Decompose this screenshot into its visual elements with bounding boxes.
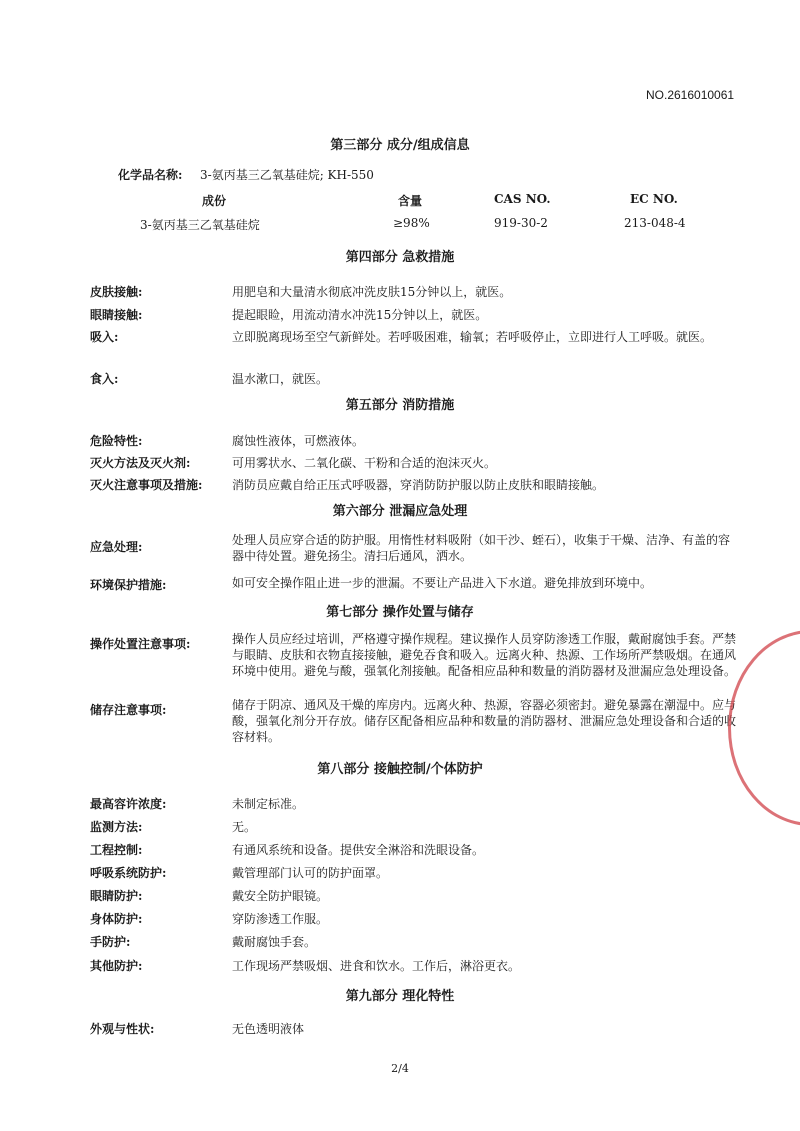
ingestion-label: 食入: [90, 372, 119, 386]
chem-name-value: 3-氨丙基三乙氧基硅烷; KH-550 [200, 168, 374, 182]
hazard-value: 腐蚀性液体，可燃液体。 [232, 434, 365, 448]
table-cell-content: ≥98% [393, 216, 430, 230]
body-protection-label: 身体防护: [90, 912, 143, 926]
storage-value: 储存于阴凉、通风及干燥的库房内。远离火种、热源，容器必须密封。避免暴露在潮湿中。应与酸，强氧化剂分开存放。储存区配备相应品种和数量的消防器材、泄漏应急处理设备和合适的收容材料。 [232, 698, 737, 744]
company-seal [728, 630, 800, 826]
table-cell-component: 3-氨丙基三乙氧基硅烷 [140, 218, 260, 232]
emergency-value: 处理人员应穿合适的防护服。用惰性材料吸附（如干沙、蛭石），收集于干燥、洁净、有盖的容器中待处置。避免扬尘。清扫后通风，洒水。 [232, 533, 731, 563]
emergency-label: 应急处理: [90, 540, 143, 554]
inhalation-value: 立即脱离现场至空气新鲜处。若呼吸困难，输氧；若呼吸停止，立即进行人工呼吸。就医。 [232, 330, 713, 344]
handling-label: 操作处置注意事项: [90, 637, 191, 651]
table-header-content: 含量 [398, 194, 423, 208]
body-protection-value: 穿防渗透工作服。 [232, 912, 329, 926]
respiratory-value: 戴管理部门认可的防护面罩。 [232, 866, 389, 880]
eye-contact-value: 提起眼睑，用流动清水冲洗15分钟以上，就医。 [232, 308, 488, 322]
environment-label: 环境保护措施: [90, 578, 167, 592]
part8-title: 第八部分 接触控制/个体防护 [317, 762, 483, 777]
storage-label: 储存注意事项: [90, 703, 167, 717]
engineering-label: 工程控制: [90, 843, 143, 857]
table-header-cas: CAS NO. [494, 192, 551, 206]
inhalation-label: 吸入: [90, 330, 119, 344]
eye-protection-label: 眼睛防护: [90, 889, 143, 903]
chem-name-label: 化学品名称: [118, 168, 183, 182]
other-protection-value: 工作现场严禁吸烟、进食和饮水。工作后，淋浴更衣。 [232, 959, 521, 973]
part5-title: 第五部分 消防措施 [345, 398, 455, 413]
table-cell-cas: 919-30-2 [494, 216, 548, 230]
page-number: 2/4 [391, 1062, 409, 1075]
firefighting-notes-value: 消防员应戴自给正压式呼吸器，穿消防防护服以防止皮肤和眼睛接触。 [232, 478, 605, 492]
extinguishing-value: 可用雾状水、二氧化碳、干粉和合适的泡沫灭火。 [232, 456, 497, 470]
monitoring-label: 监测方法: [90, 820, 143, 834]
eye-contact-label: 眼睛接触: [90, 308, 143, 322]
mac-label: 最高容许浓度: [90, 797, 167, 811]
part6-title: 第六部分 泄漏应急处理 [332, 504, 468, 519]
part7-title: 第七部分 操作处置与储存 [326, 605, 474, 620]
firefighting-notes-label: 灭火注意事项及措施: [90, 478, 203, 492]
appearance-value: 无色透明液体 [232, 1022, 305, 1036]
eye-protection-value: 戴安全防护眼镜。 [232, 889, 329, 903]
table-cell-ec: 213-048-4 [624, 216, 686, 230]
hazard-label: 危险特性: [90, 434, 143, 448]
skin-contact-label: 皮肤接触: [90, 285, 143, 299]
ingestion-value: 温水漱口，就医。 [232, 372, 329, 386]
extinguishing-label: 灭火方法及灭火剂: [90, 456, 191, 470]
hand-protection-label: 手防护: [90, 935, 131, 949]
mac-value: 未制定标准。 [232, 797, 305, 811]
respiratory-label: 呼吸系统防护: [90, 866, 167, 880]
document-number: NO.2616010061 [646, 88, 735, 102]
table-header-component: 成份 [202, 194, 227, 208]
monitoring-value: 无。 [232, 820, 257, 834]
environment-value: 如可安全操作阻止进一步的泄漏。不要让产品进入下水道。避免排放到环境中。 [232, 576, 653, 590]
table-header-ec: EC NO. [630, 192, 678, 206]
appearance-label: 外观与性状: [90, 1022, 155, 1036]
part4-title: 第四部分 急救措施 [345, 250, 455, 265]
part3-title: 第三部分 成分/组成信息 [330, 138, 470, 153]
hand-protection-value: 戴耐腐蚀手套。 [232, 935, 317, 949]
handling-value: 操作人员应经过培训，严格遵守操作规程。建议操作人员穿防渗透工作服，戴耐腐蚀手套。严禁与眼睛、皮肤和衣物直接接触，避免吞食和吸入。远离火种、热源、工作场所严禁吸烟。在通风环境中使用。避免与酸，强氧化剂接触。配备相应品种和数量的消防器材及泄漏应急处理设备。 [232, 632, 737, 678]
part9-title: 第九部分 理化特性 [345, 989, 455, 1004]
other-protection-label: 其他防护: [90, 959, 143, 973]
skin-contact-value: 用肥皂和大量清水彻底冲洗皮肤15分钟以上，就医。 [232, 285, 512, 299]
engineering-value: 有通风系统和设备。提供安全淋浴和洗眼设备。 [232, 843, 485, 857]
